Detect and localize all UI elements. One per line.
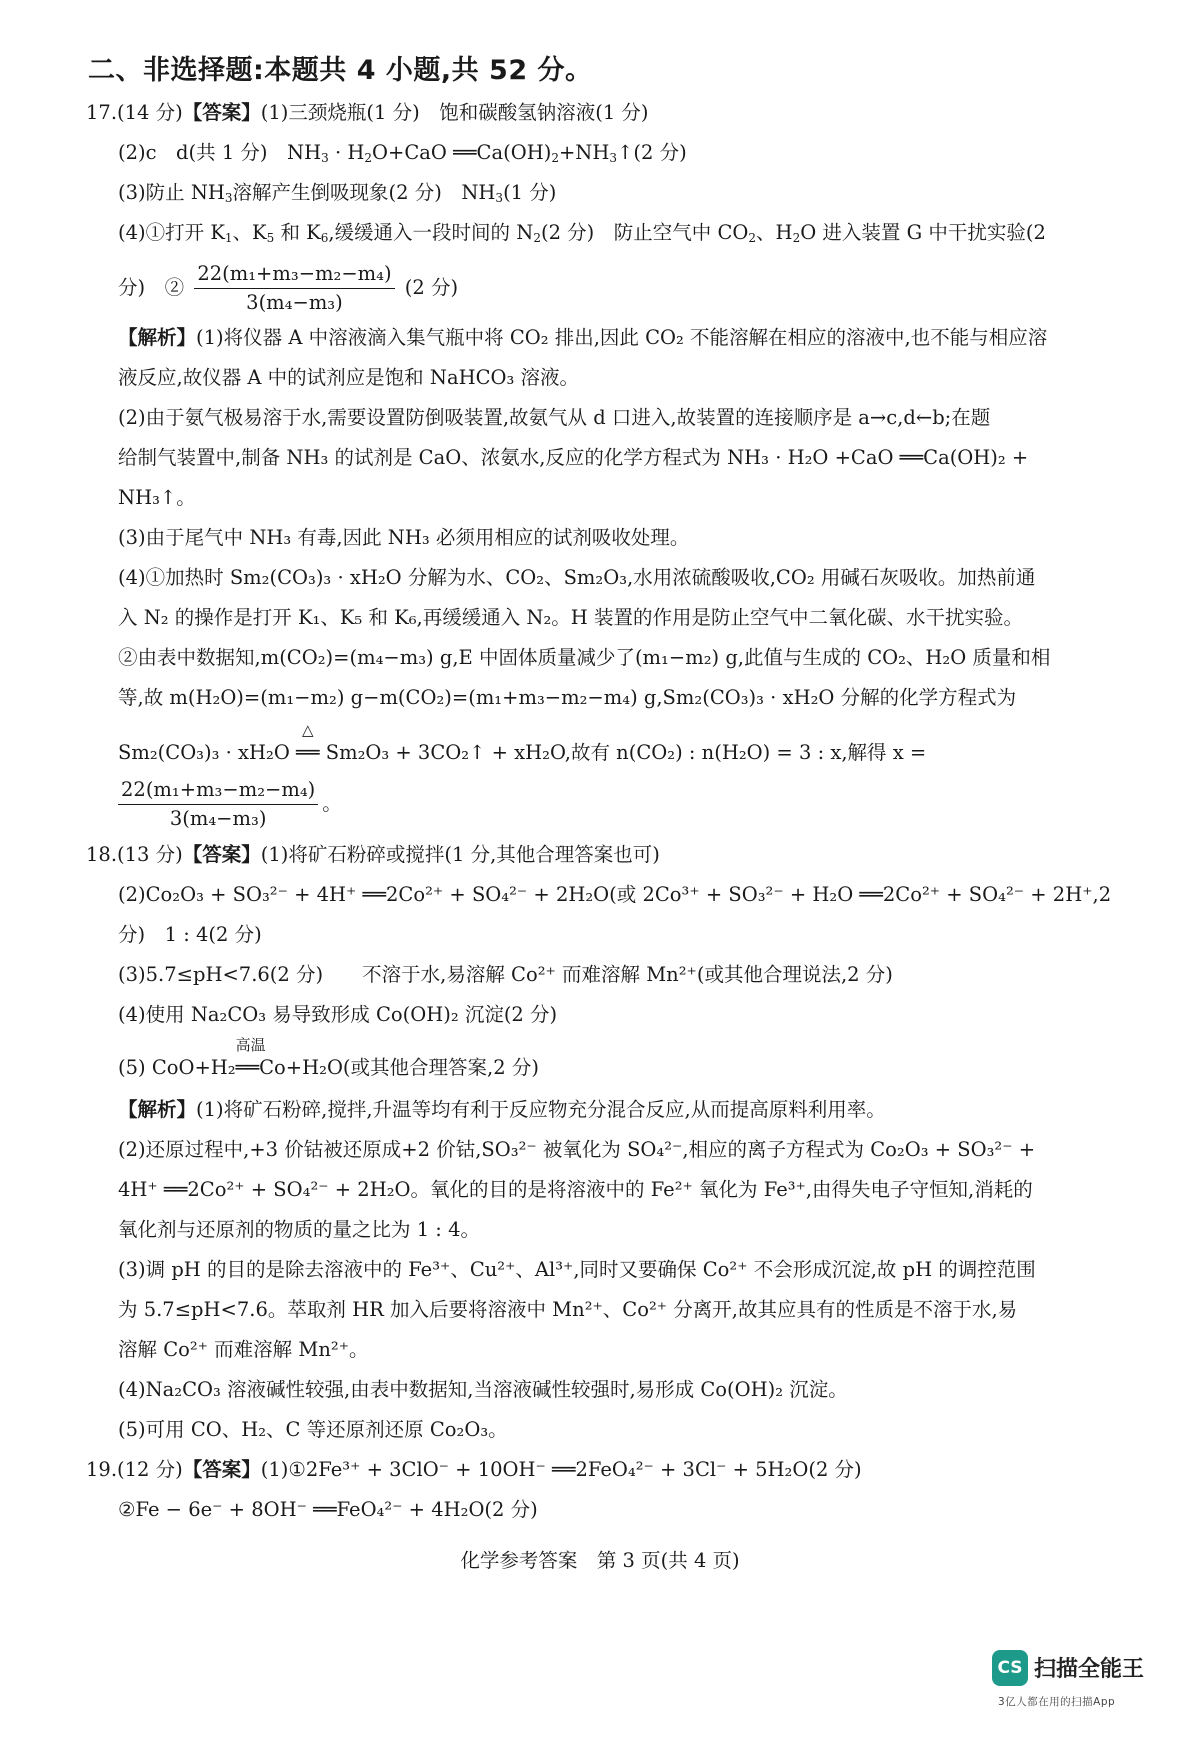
q18-explain-line-5: (3)调 pH 的目的是除去溶液中的 Fe³⁺、Cu²⁺、Al³⁺,同时又要确保 Co²⁺ 不会形成沉淀,故 pH 的调控范围 — [118, 1258, 1036, 1281]
q18-answer-line-5: (4)使用 Na₂CO₃ 易导致形成 Co(OH)₂ 沉淀(2 分) — [118, 1003, 558, 1026]
q17-explain-line-2: 液反应,故仪器 A 中的试剂应是饱和 NaHCO₃ 溶液。 — [118, 366, 579, 389]
q18-answer-line-6: (5) CoO+H₂ 高温 ══Co+H₂O(或其他合理答案,2 分) — [118, 1036, 539, 1079]
q18-explain-line-1: 【解析】(1)将矿石粉碎,搅拌,升温等均有利于反应物充分混合反应,从而提高原料利用率。 — [118, 1098, 886, 1121]
q17-explain-line-11: Sm₂(CO₃)₃ · xH₂O △ ══ Sm₂O₃ + 3CO₂↑ + xH₂O,故有 n(CO₂) : n(H₂O) = 3 : x,解得 x = — [118, 721, 927, 764]
watermark-tagline: 3亿人都在用的扫描App — [998, 1696, 1116, 1708]
q18-explain-line-4: 氧化剂与还原剂的物质的量之比为 1 : 4。 — [118, 1218, 480, 1241]
q17-explain-fraction: $\frac{\text{22(m₁+m₃−m₂−m₄)}}{\text{3(m₄−m₃)}}$ — [118, 778, 318, 831]
q18-explain-line-7: 溶解 Co²⁺ 而难溶解 Mn²⁺。 — [118, 1338, 369, 1361]
high-temp-condition: 高温 — [235, 1036, 266, 1054]
q17-answer-line-5: 分) ② $\frac{\text{22(m₁+m₃−m₂−m₄)}}{\text{3(m₄−m₃)}}$ (2 分) — [118, 262, 459, 314]
q17-explain-line-8: 入 N₂ 的操作是打开 K₁、K₅ 和 K₆,再缓缓通入 N₂。H 装置的作用是防止空气中二氧化碳、水干扰实验。 — [118, 606, 1024, 629]
q17-explain-line-5: NH₃↑。 — [118, 486, 196, 509]
q18-explain-line-3: 4H⁺ ══2Co²⁺ + SO₄²⁻ + 2H₂O。氧化的目的是将溶液中的 Fe²⁺ 氧化为 Fe³⁺,由得失电子守恒知,消耗的 — [118, 1178, 1033, 1201]
q17-explain-line-10: 等,故 m(H₂O)=(m₁−m₂) g−m(CO₂)=(m₁+m₃−m₂−m₄) g,Sm₂(CO₃)₃ · xH₂O 分解的化学方程式为 — [118, 686, 1017, 709]
q19-answer-line-2: ②Fe − 6e⁻ + 8OH⁻ ══FeO₄²⁻ + 4H₂O(2 分) — [118, 1498, 538, 1521]
q18-answer-line-4: (3)5.7≤pH<7.6(2 分) 不溶于水,易溶解 Co²⁺ 而难溶解 Mn²⁺(或其他合理说法,2 分) — [118, 963, 893, 986]
q17-explain-line-3: (2)由于氨气极易溶于水,需要设置防倒吸装置,故氨气从 d 口进入,故装置的连接顺序是 a→c,d←b;在题 — [118, 406, 991, 429]
watermark-app-name: 扫描全能王 — [1034, 1657, 1145, 1682]
q18-explain-line-8: (4)Na₂CO₃ 溶液碱性较强,由表中数据知,当溶液碱性较强时,易形成 Co(OH)₂ 沉淀。 — [118, 1378, 848, 1401]
q17-explain-line-4: 给制气装置中,制备 NH₃ 的试剂是 CaO、浓氨水,反应的化学方程式为 NH₃ · H₂O +CaO ══Ca(OH)₂ + — [118, 446, 1029, 469]
q17-answer-line-3: (3)防止 $NH_3$溶解产生倒吸现象(2 分) $NH_3(1$ 分) — [118, 181, 557, 205]
page-footer: 化学参考答案 第 3 页(共 4 页) — [460, 1549, 740, 1572]
q17-explain-line-7: (4)①加热时 Sm₂(CO₃)₃ · xH₂O 分解为水、CO₂、Sm₂O₃,水用浓硫酸吸收,CO₂ 用碱石灰吸收。加热前通 — [118, 566, 1036, 589]
q17-x-fraction: $\frac{\text{22(m₁+m₃−m₂−m₄)}}{\text{3(m₄−m₃)}}$ — [194, 262, 394, 315]
q17-explain-line-6: (3)由于尾气中 NH₃ 有毒,因此 NH₃ 必须用相应的试剂吸收处理。 — [118, 526, 690, 549]
q17-explain-line-9: ②由表中数据知,m(CO₂)=(m₄−m₃) g,E 中固体质量减少了(m₁−m₂) g,此值与生成的 CO₂、H₂O 质量和相 — [118, 646, 1051, 669]
q18-explain-line-9: (5)可用 CO、H₂、C 等还原剂还原 Co₂O₃。 — [118, 1418, 508, 1441]
q17-answer-line-4: (4)①打开 $K_1$、$K_5$ 和 $K_6$,缓缓通入一段时间的 $N_2(2$ 分) 防止空气中 $CO_2$、$H_2O$ 进入装置 G 中干扰实验(2 — [118, 221, 1046, 245]
q18-explain-line-6: 为 5.7≤pH<7.6。萃取剂 HR 加入后要将溶液中 Mn²⁺、Co²⁺ 分离开,故其应具有的性质是不溶于水,易 — [118, 1298, 1018, 1321]
q18-answer-line-1: 18.(13 分)【答案】(1)将矿石粉碎或搅拌(1 分,其他合理答案也可) — [86, 843, 660, 866]
q17-answer-line-1: 17.(14 分)【答案】(1)三颈烧瓶(1 分) 饱和碳酸氢钠溶液(1 分) — [86, 101, 649, 124]
q18-answer-line-3: 分) 1 : 4(2 分) — [118, 923, 262, 946]
q17-answer-line-2: (2)c d(共 1 分) $NH_3 \cdot H_2O+CaO$ $══Ca(OH)_2+NH_3↑(2$ 分) — [118, 141, 687, 165]
camscanner-logo-icon: CS — [992, 1650, 1028, 1686]
q17-explain-line-1: 【解析】(1)将仪器 A 中溶液滴入集气瓶中将 CO₂ 排出,因此 CO₂ 不能溶解在相应的溶液中,也不能与相应溶 — [118, 326, 1048, 349]
heat-condition: △ — [302, 721, 314, 739]
q18-explain-line-2: (2)还原过程中,+3 价钴被还原成+2 价钴,SO₃²⁻ 被氧化为 SO₄²⁻,相应的离子方程式为 Co₂O₃ + SO₃²⁻ + — [118, 1138, 1036, 1161]
q18-answer-line-2: (2)Co₂O₃ + SO₃²⁻ + 4H⁺ ══2Co²⁺ + SO₄²⁻ + 2H₂O(或 2Co³⁺ + SO₃²⁻ + H₂O ══2Co²⁺ + SO₄²⁻ + 2H⁺,2 — [118, 883, 1112, 906]
q19-answer-line-1: 19.(12 分)【答案】(1)①2Fe³⁺ + 3ClO⁻ + 10OH⁻ ══2FeO₄²⁻ + 3Cl⁻ + 5H₂O(2 分) — [86, 1458, 862, 1481]
section-title: 二、非选择题:本题共 4 小题,共 52 分。 — [88, 55, 593, 86]
q17-explain-line-12: $\frac{\text{22(m₁+m₃−m₂−m₄)}}{\text{3(m₄−m₃)}}$ 。 — [118, 778, 342, 831]
